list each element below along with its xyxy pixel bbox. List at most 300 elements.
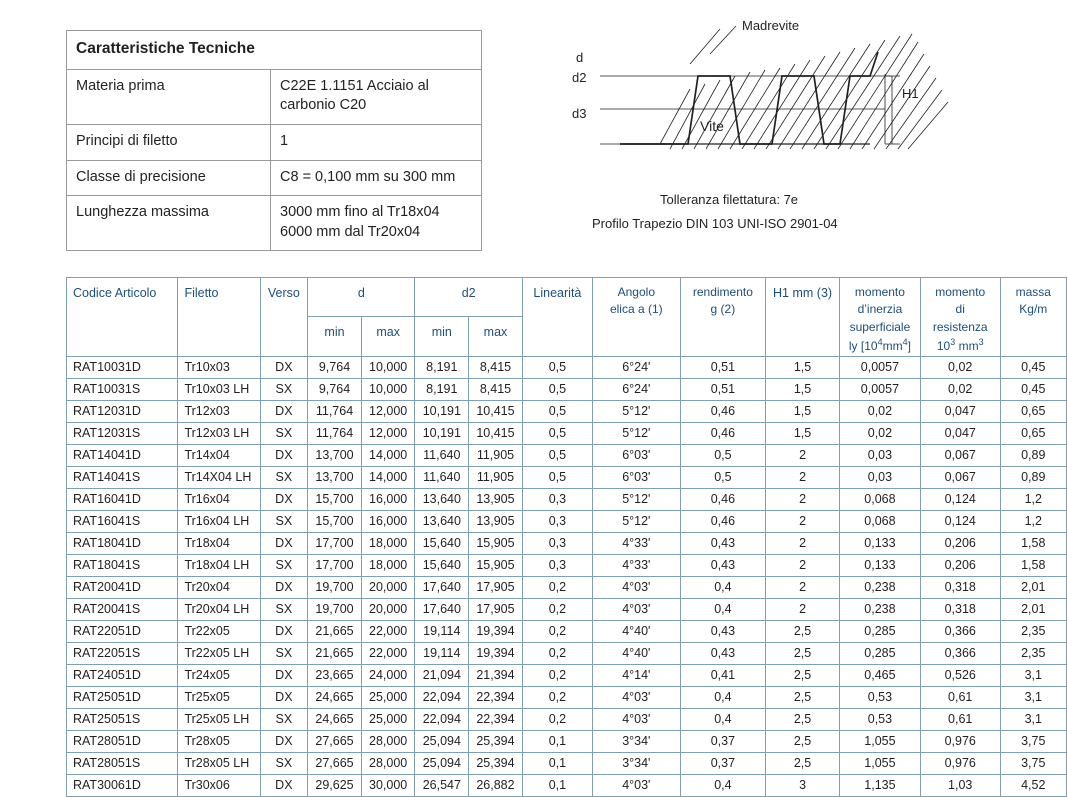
cell-value: 30,000 [361, 774, 415, 796]
cell-value: 0,206 [920, 554, 1000, 576]
cell-value: 1,5 [766, 378, 840, 400]
cell-value: Tr25x05 LH [178, 708, 260, 730]
cell-value: 0,43 [680, 642, 766, 664]
cell-value: 25,000 [361, 686, 415, 708]
cell-codice-articolo: RAT12031D [67, 400, 178, 422]
specs-title: Caratteristiche Tecniche [67, 31, 482, 70]
cell-value: Tr25x05 [178, 686, 260, 708]
col-header-d2-min: min [415, 317, 469, 356]
cell-value: 0,285 [839, 642, 920, 664]
specs-value-lunghezza-massima: 3000 mm fino al Tr18x04 6000 mm dal Tr20x04 [271, 196, 482, 251]
table-row [67, 730, 1067, 752]
cell-value: 1,03 [920, 774, 1000, 796]
cell-value: 11,640 [415, 466, 469, 488]
cell-value: 2,35 [1000, 642, 1066, 664]
cell-value: 0,65 [1000, 400, 1066, 422]
cell-value: 0,465 [839, 664, 920, 686]
cell-value: 0,526 [920, 664, 1000, 686]
table-row [67, 664, 1067, 686]
cell-value: 1,58 [1000, 532, 1066, 554]
specs-header-row [67, 31, 482, 70]
cell-value: 3 [766, 774, 840, 796]
cell-value: 6°03' [593, 444, 681, 466]
cell-value: DX [260, 620, 308, 642]
cell-value: SX [260, 422, 308, 444]
cell-value: 2,35 [1000, 620, 1066, 642]
cell-codice-articolo: RAT22051S [67, 642, 178, 664]
cell-value: 4°03' [593, 686, 681, 708]
cell-value: 0,0057 [839, 378, 920, 400]
cell-value: 4°40' [593, 642, 681, 664]
diagram-profile-caption: Profilo Trapezio DIN 103 UNI-ISO 2901-04 [592, 216, 838, 231]
cell-value: DX [260, 356, 308, 378]
cell-value: 0,976 [920, 752, 1000, 774]
cell-value: 6°24' [593, 378, 681, 400]
cell-value: 0,318 [920, 576, 1000, 598]
cell-value: 2 [766, 554, 840, 576]
cell-value: DX [260, 488, 308, 510]
cell-value: 3°34' [593, 730, 681, 752]
diagram-label-vite: Vite [700, 118, 724, 134]
specs-row [67, 125, 482, 161]
cell-value: 0,047 [920, 400, 1000, 422]
cell-value: 3,1 [1000, 664, 1066, 686]
cell-value: Tr24x05 [178, 664, 260, 686]
cell-value: 0,5 [522, 466, 592, 488]
cell-value: 0,37 [680, 752, 766, 774]
cell-value: Tr20x04 LH [178, 598, 260, 620]
cell-value: 0,366 [920, 620, 1000, 642]
cell-codice-articolo: RAT12031S [67, 422, 178, 444]
specs-label-classe-precisione: Classe di precisione [67, 160, 271, 196]
cell-value: 22,094 [415, 708, 469, 730]
cell-value: 5°12' [593, 422, 681, 444]
cell-value: 3,1 [1000, 686, 1066, 708]
cell-value: 15,700 [308, 510, 362, 532]
cell-value: 0,89 [1000, 444, 1066, 466]
cell-value: 1,055 [839, 752, 920, 774]
table-row [67, 576, 1067, 598]
specs-row [67, 196, 482, 251]
cell-value: 0,285 [839, 620, 920, 642]
cell-value: 24,665 [308, 708, 362, 730]
cell-value: Tr22x05 [178, 620, 260, 642]
cell-value: 0,41 [680, 664, 766, 686]
trapezoidal-thread-data-table [66, 277, 1067, 797]
cell-value: 0,3 [522, 488, 592, 510]
specs-value-classe-precisione: C8 = 0,100 mm su 300 mm [271, 160, 482, 196]
cell-value: Tr12x03 LH [178, 422, 260, 444]
cell-value: DX [260, 400, 308, 422]
col-header-d2: d2 [415, 278, 522, 317]
cell-codice-articolo: RAT28051S [67, 752, 178, 774]
cell-value: 0,1 [522, 730, 592, 752]
cell-value: 0,1 [522, 752, 592, 774]
cell-value: 0,133 [839, 532, 920, 554]
cell-value: 3°34' [593, 752, 681, 774]
cell-value: 2 [766, 510, 840, 532]
cell-value: 1,5 [766, 356, 840, 378]
specs-label-lunghezza-massima: Lunghezza massima [67, 196, 271, 251]
cell-codice-articolo: RAT25051S [67, 708, 178, 730]
cell-value: 1,135 [839, 774, 920, 796]
cell-value: 13,905 [469, 510, 523, 532]
cell-value: 15,905 [469, 554, 523, 576]
cell-value: 11,764 [308, 422, 362, 444]
col-header-codice-articolo: Codice Articolo [67, 278, 178, 357]
cell-value: Tr16x04 [178, 488, 260, 510]
cell-value: 15,640 [415, 532, 469, 554]
cell-value: 22,000 [361, 642, 415, 664]
cell-value: 3,1 [1000, 708, 1066, 730]
cell-value: 0,133 [839, 554, 920, 576]
cell-value: 4°14' [593, 664, 681, 686]
cell-value: 1,58 [1000, 554, 1066, 576]
cell-value: 0,2 [522, 686, 592, 708]
cell-value: 0,43 [680, 532, 766, 554]
cell-value: 0,206 [920, 532, 1000, 554]
cell-value: 18,000 [361, 532, 415, 554]
cell-value: 0,03 [839, 466, 920, 488]
cell-value: 4°03' [593, 774, 681, 796]
cell-value: 3,75 [1000, 730, 1066, 752]
cell-value: 5°12' [593, 510, 681, 532]
cell-value: 0,047 [920, 422, 1000, 444]
table-row [67, 400, 1067, 422]
cell-codice-articolo: RAT30061D [67, 774, 178, 796]
cell-value: 18,000 [361, 554, 415, 576]
cell-value: Tr14X04 LH [178, 466, 260, 488]
cell-codice-articolo: RAT16041D [67, 488, 178, 510]
cell-value: 17,700 [308, 554, 362, 576]
col-header-h1: H1 mm (3) [766, 278, 840, 357]
thread-profile-drawing [540, 14, 1060, 214]
cell-value: 25,094 [415, 730, 469, 752]
cell-value: 2 [766, 576, 840, 598]
cell-value: 0,53 [839, 708, 920, 730]
cell-value: SX [260, 378, 308, 400]
cell-value: 0,2 [522, 620, 592, 642]
cell-value: 22,000 [361, 620, 415, 642]
col-header-massa: massa Kg/m [1000, 278, 1066, 357]
cell-value: SX [260, 708, 308, 730]
cell-value: 2 [766, 466, 840, 488]
cell-codice-articolo: RAT18041S [67, 554, 178, 576]
table-row [67, 466, 1067, 488]
cell-value: 4°03' [593, 576, 681, 598]
cell-value: 0,5 [680, 444, 766, 466]
cell-value: 0,124 [920, 488, 1000, 510]
cell-value: 6°24' [593, 356, 681, 378]
cell-value: 0,068 [839, 510, 920, 532]
cell-value: 0,2 [522, 664, 592, 686]
cell-codice-articolo: RAT28051D [67, 730, 178, 752]
table-header-row-1 [67, 278, 1067, 317]
cell-value: 15,700 [308, 488, 362, 510]
cell-value: 26,882 [469, 774, 523, 796]
cell-value: 9,764 [308, 356, 362, 378]
specs-value-principi-filetto: 1 [271, 125, 482, 161]
cell-value: 0,238 [839, 598, 920, 620]
table-header [67, 278, 1067, 357]
cell-value: Tr20x04 [178, 576, 260, 598]
cell-value: 19,700 [308, 598, 362, 620]
table-row [67, 488, 1067, 510]
cell-value: Tr30x06 [178, 774, 260, 796]
cell-value: 0,5 [522, 378, 592, 400]
cell-value: 0,46 [680, 422, 766, 444]
cell-value: 25,394 [469, 730, 523, 752]
cell-value: 13,640 [415, 488, 469, 510]
cell-value: 10,000 [361, 378, 415, 400]
cell-value: 0,1 [522, 774, 592, 796]
cell-value: 28,000 [361, 752, 415, 774]
cell-value: Tr16x04 LH [178, 510, 260, 532]
cell-value: 1,055 [839, 730, 920, 752]
cell-value: 8,191 [415, 378, 469, 400]
cell-value: 15,640 [415, 554, 469, 576]
cell-value: 0,5 [522, 444, 592, 466]
cell-value: 6°03' [593, 466, 681, 488]
cell-value: 0,45 [1000, 356, 1066, 378]
cell-value: 0,02 [839, 422, 920, 444]
cell-value: 8,415 [469, 378, 523, 400]
cell-value: 0,2 [522, 642, 592, 664]
cell-value: 17,700 [308, 532, 362, 554]
cell-value: 10,415 [469, 422, 523, 444]
diagram-label-madrevite: Madrevite [742, 18, 800, 33]
cell-value: 17,905 [469, 598, 523, 620]
table-row [67, 598, 1067, 620]
table-row [67, 532, 1067, 554]
table-row [67, 554, 1067, 576]
col-header-d2-max: max [469, 317, 523, 356]
cell-value: DX [260, 532, 308, 554]
cell-value: 27,665 [308, 730, 362, 752]
cell-value: 0,65 [1000, 422, 1066, 444]
cell-value: 4°40' [593, 620, 681, 642]
cell-value: 16,000 [361, 488, 415, 510]
cell-value: SX [260, 510, 308, 532]
cell-value: 11,640 [415, 444, 469, 466]
col-header-d: d [308, 278, 415, 317]
cell-value: Tr18x04 LH [178, 554, 260, 576]
cell-value: 10,191 [415, 422, 469, 444]
cell-value: Tr22x05 LH [178, 642, 260, 664]
cell-value: 0,02 [839, 400, 920, 422]
cell-value: 22,394 [469, 708, 523, 730]
cell-value: DX [260, 576, 308, 598]
cell-value: 26,547 [415, 774, 469, 796]
cell-codice-articolo: RAT20041D [67, 576, 178, 598]
cell-value: 0,03 [839, 444, 920, 466]
cell-codice-articolo: RAT14041S [67, 466, 178, 488]
cell-value: 2,5 [766, 708, 840, 730]
cell-value: 9,764 [308, 378, 362, 400]
cell-value: 24,665 [308, 686, 362, 708]
cell-value: 0,067 [920, 444, 1000, 466]
cell-value: Tr10x03 LH [178, 378, 260, 400]
cell-value: 0,5 [522, 422, 592, 444]
diagram-label-d: d [576, 50, 584, 65]
specs-row [67, 69, 482, 124]
cell-value: 20,000 [361, 576, 415, 598]
cell-value: 2,01 [1000, 598, 1066, 620]
cell-value: 0,46 [680, 510, 766, 532]
table-row [67, 444, 1067, 466]
cell-value: 28,000 [361, 730, 415, 752]
cell-value: 0,43 [680, 554, 766, 576]
cell-value: 17,640 [415, 576, 469, 598]
cell-value: 19,394 [469, 642, 523, 664]
cell-value: 13,700 [308, 466, 362, 488]
cell-value: 29,625 [308, 774, 362, 796]
cell-value: 4°33' [593, 532, 681, 554]
cell-value: 12,000 [361, 400, 415, 422]
technical-characteristics-table [66, 30, 482, 251]
cell-value: 8,415 [469, 356, 523, 378]
cell-value: 25,094 [415, 752, 469, 774]
cell-value: Tr10x03 [178, 356, 260, 378]
cell-value: 1,2 [1000, 488, 1066, 510]
cell-value: 2,5 [766, 664, 840, 686]
cell-value: 0,124 [920, 510, 1000, 532]
cell-value: 3,75 [1000, 752, 1066, 774]
cell-value: Tr18x04 [178, 532, 260, 554]
cell-value: 21,665 [308, 642, 362, 664]
cell-value: 0,5 [680, 466, 766, 488]
cell-value: 11,764 [308, 400, 362, 422]
cell-value: 19,114 [415, 620, 469, 642]
cell-value: 12,000 [361, 422, 415, 444]
cell-value: 0,46 [680, 488, 766, 510]
cell-value: 19,700 [308, 576, 362, 598]
cell-value: 25,394 [469, 752, 523, 774]
cell-value: Tr12x03 [178, 400, 260, 422]
cell-value: 11,905 [469, 466, 523, 488]
cell-codice-articolo: RAT10031S [67, 378, 178, 400]
cell-value: SX [260, 466, 308, 488]
cell-value: 0,02 [920, 356, 1000, 378]
cell-value: 5°12' [593, 400, 681, 422]
table-row [67, 620, 1067, 642]
table-row [67, 752, 1067, 774]
col-header-d-min: min [308, 317, 362, 356]
table-row [67, 642, 1067, 664]
cell-value: 1,2 [1000, 510, 1066, 532]
table-row [67, 708, 1067, 730]
cell-value: 2,5 [766, 730, 840, 752]
cell-value: 0,238 [839, 576, 920, 598]
cell-value: 0,53 [839, 686, 920, 708]
cell-value: 20,000 [361, 598, 415, 620]
table-row [67, 422, 1067, 444]
cell-value: 1,5 [766, 422, 840, 444]
cell-value: 0,0057 [839, 356, 920, 378]
cell-value: 2,5 [766, 642, 840, 664]
cell-value: 0,51 [680, 378, 766, 400]
cell-value: 0,4 [680, 598, 766, 620]
specs-value-materia-prima: C22E 1.1151 Acciaio al carbonio C20 [271, 69, 482, 124]
cell-value: 0,2 [522, 598, 592, 620]
cell-value: 15,905 [469, 532, 523, 554]
cell-value: 2 [766, 488, 840, 510]
cell-value: 14,000 [361, 444, 415, 466]
cell-value: 0,4 [680, 686, 766, 708]
cell-value: 23,665 [308, 664, 362, 686]
col-header-momento-inerzia: momento d’inerzia superficiale ly $[10^4mm^4]$ [839, 278, 920, 357]
cell-value: 13,700 [308, 444, 362, 466]
cell-value: 4°03' [593, 708, 681, 730]
cell-value: 4°03' [593, 598, 681, 620]
cell-value: 2,5 [766, 686, 840, 708]
cell-value: 25,000 [361, 708, 415, 730]
cell-value: 10,000 [361, 356, 415, 378]
cell-value: DX [260, 774, 308, 796]
col-header-d-max: max [361, 317, 415, 356]
cell-value: 19,394 [469, 620, 523, 642]
cell-value: DX [260, 664, 308, 686]
cell-value: 4,52 [1000, 774, 1066, 796]
cell-value: 1,5 [766, 400, 840, 422]
cell-value: 0,51 [680, 356, 766, 378]
cell-codice-articolo: RAT14041D [67, 444, 178, 466]
cell-value: 13,640 [415, 510, 469, 532]
table-row [67, 378, 1067, 400]
cell-value: 24,000 [361, 664, 415, 686]
cell-value: 19,114 [415, 642, 469, 664]
cell-value: 16,000 [361, 510, 415, 532]
cell-value: 13,905 [469, 488, 523, 510]
cell-value: 4°33' [593, 554, 681, 576]
diagram-label-d2: d2 [572, 70, 587, 85]
col-header-linearita: Linearità [522, 278, 592, 357]
cell-value: 0,3 [522, 510, 592, 532]
cell-codice-articolo: RAT25051D [67, 686, 178, 708]
cell-value: 0,366 [920, 642, 1000, 664]
cell-value: 0,5 [522, 356, 592, 378]
table-row [67, 774, 1067, 796]
cell-value: DX [260, 444, 308, 466]
cell-codice-articolo: RAT22051D [67, 620, 178, 642]
cell-value: 22,394 [469, 686, 523, 708]
cell-value: 22,094 [415, 686, 469, 708]
cell-value: 21,394 [469, 664, 523, 686]
cell-value: 8,191 [415, 356, 469, 378]
cell-codice-articolo: RAT24051D [67, 664, 178, 686]
cell-value: 0,4 [680, 774, 766, 796]
cell-value: SX [260, 752, 308, 774]
cell-value: 0,5 [522, 400, 592, 422]
cell-value: 0,318 [920, 598, 1000, 620]
cell-value: 0,4 [680, 708, 766, 730]
thread-profile-diagram [540, 14, 1060, 254]
cell-value: 0,37 [680, 730, 766, 752]
table-row [67, 356, 1067, 378]
cell-value: 0,4 [680, 576, 766, 598]
cell-value: 0,61 [920, 708, 1000, 730]
cell-value: 10,191 [415, 400, 469, 422]
cell-value: 21,094 [415, 664, 469, 686]
table-body [67, 356, 1067, 796]
cell-value: 0,2 [522, 576, 592, 598]
specs-row [67, 160, 482, 196]
cell-value: Tr28x05 [178, 730, 260, 752]
cell-value: 11,905 [469, 444, 523, 466]
cell-value: 0,46 [680, 400, 766, 422]
cell-value: 0,3 [522, 532, 592, 554]
cell-value: 14,000 [361, 466, 415, 488]
